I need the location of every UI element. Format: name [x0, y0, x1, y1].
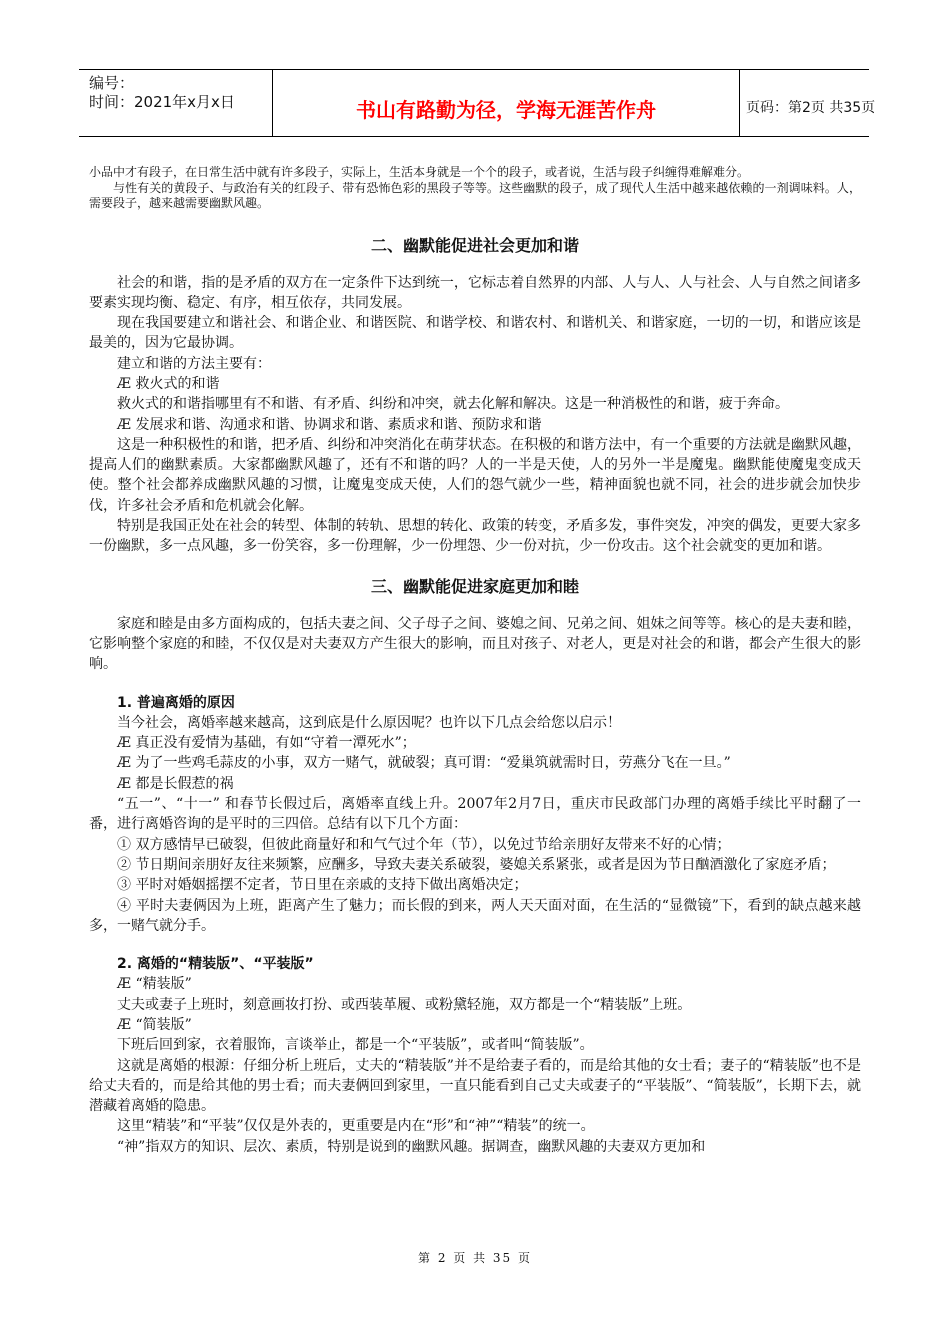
numbered-item: ① 双方感情早已破裂，但彼此商量好和和气气过个年（节），以免过节给亲朋好友带来不好的心情； [117, 836, 731, 853]
page-header [79, 69, 876, 137]
intro-paragraph: 与性有关的黄段子、与政治有关的红段子、带有恐怖色彩的黑段子等等。这些幽默的段子，成了现代人生活中越来越依赖的一剂调味料。人，需要段子，越来越需要幽默风趣。 [89, 180, 861, 210]
numbered-item: ③ 平时对婚姻摇摆不定者，节日里在亲戚的支持下做出离婚决定； [117, 877, 528, 894]
paragraph: 特别是我国正处在社会的转型、体制的转轨、思想的转化、政策的转变，矛盾多发，事件突发，冲突的偶发，更要大家多一份幽默，多一点风趣，多一份笑容，多一份理解，少一份埋怨、少一份对抗，少一份攻击。这个社会就变的更加和谐。 [89, 518, 861, 555]
bullet-item: Æ “简装版” [117, 1017, 192, 1033]
bullet-item: Æ 发展求和谐、沟通求和谐、协调求和谐、素质求和谐、预防求和谐 [117, 416, 542, 433]
bullet-item: Æ 都是长假惹的祸 [117, 775, 234, 792]
intro-paragraph: 小品中才有段子，在日常生活中就有许多段子，实际上，生活本身就是一个个的段子，或者说，生活与段子纠缠得难解难分。 [89, 165, 750, 179]
section-3-body [89, 614, 861, 1157]
section-2-body [89, 273, 861, 557]
intro-block [89, 165, 861, 212]
header-page-info: 页码：第2页 共35页 [746, 100, 876, 116]
bullet-item: Æ “精装版” [117, 976, 192, 993]
header-page-cell [740, 70, 876, 136]
subsection-title: 2. 离婚的“精装版”、“平装版” [117, 956, 314, 973]
header-motto-cell [273, 70, 740, 136]
bullet-item: Æ 救火式的和谐 [117, 375, 220, 392]
paragraph: 当今社会，离婚率越来越高，这到底是什么原因呢？也许以下几点会给您以启示！ [117, 714, 621, 731]
page-footer: 第 2 页 共 35 页 [418, 1251, 532, 1265]
bullet-item: Æ 真正没有爱情为基础，有如“守着一潭死水”； [117, 735, 416, 752]
numbered-item: ② 节日期间亲朋好友往来频繁，应酬多，导致夫妻关系破裂，婆媳关系紧张，或者是因为节日酗酒激化了家庭矛盾； [117, 856, 836, 873]
section-heading: 二、幽默能促进社会更加和谐 [370, 235, 579, 255]
paragraph: 社会的和谐，指的是矛盾的双方在一定条件下达到统一，它标志着自然界的内部、人与人、人与社会、人与自然之间诸多要素实现均衡、稳定、有序，相互依存，共同发展。 [89, 274, 861, 311]
header-meta-cell [79, 70, 273, 136]
paragraph: 这就是离婚的根源：仔细分析上班后，丈夫的“精装版”并不是给妻子看的，而是给其他的女士看；妻子的“精装版”也不是给丈夫看的，而是给其他的男士看；而夫妻俩回到家里，一直只能看到自己丈夫或妻子的“平装版”、“简装版”，长期下去，就潜藏着离婚的隐患。 [89, 1057, 861, 1115]
paragraph: “神”指双方的知识、层次、素质，特别是说到的幽默风趣。据调查，幽默风趣的夫妻双方更加和 [117, 1138, 706, 1155]
section-heading: 三、幽默能促进家庭更加和睦 [370, 576, 579, 596]
paragraph: 家庭和睦是由多方面构成的，包括夫妻之间、父子母子之间、婆媳之间、兄弟之间、姐妹之间等等。核心的是夫妻和睦，它影响整个家庭的和睦，不仅仅是对夫妻双方产生很大的影响，而且对孩子、对老人，更是对社会的和谐，都会产生很大的影响。 [89, 615, 861, 673]
document-time-label: 时间：2021年x月x日 [89, 93, 235, 111]
subsection-title: 1. 普遍离婚的原因 [117, 694, 235, 711]
paragraph: 建立和谐的方法主要有： [117, 355, 271, 372]
paragraph: 下班后回到家，衣着服饰，言谈举止，都是一个“平装版”，或者叫“简装版”。 [117, 1037, 594, 1054]
paragraph: 这里“精装”和“平装”仅仅是外表的，更重要是内在“形”和“神”“精装”的统一。 [117, 1118, 595, 1135]
document-body [89, 165, 861, 1157]
paragraph: “五一”、“十一” 和春节长假过后，离婚率直线上升。2007年2月7日，重庆市民政部门办理的离婚手续比平时翻了一番，进行离婚咨询的是平时的三四倍。总结有以下几个方面： [89, 796, 861, 833]
header-motto: 书山有路勤为径，学海无涯苦作舟 [356, 98, 656, 122]
paragraph: 现在我国要建立和谐社会、和谐企业、和谐医院、和谐学校、和谐农村、和谐机关、和谐家庭，一切的一切，和谐应该是最美的，因为它最协调。 [89, 315, 861, 352]
paragraph: 这是一种积极性的和谐，把矛盾、纠纷和冲突消化在萌芽状态。在积极的和谐方法中，有一个重要的方法就是幽默风趣，提高人们的幽默素质。大家都幽默风趣了，还有不和谐的吗？人的一半是天使，人的另外一半是魔鬼。幽默能使魔鬼变成天使。整个社会都养成幽默风趣的习惯，让魔鬼变成天使，人们的怨气就少一些，精神面貌也就不同，社会的进步就会加快步伐，许多社会矛盾和危机就会化解。 [89, 436, 861, 514]
paragraph: 丈夫或妻子上班时，刻意画妆打扮、或西装革履、或粉黛轻施，双方都是一个“精装版”上班。 [117, 996, 692, 1013]
document-number-label: 编号： [89, 74, 135, 92]
bullet-item: Æ 为了一些鸡毛蒜皮的小事，双方一赌气，就破裂；真可谓：“爱巢筑就需时日，劳燕分飞在一旦。” [117, 755, 731, 772]
paragraph: 救火式的和谐指哪里有不和谐、有矛盾、纠纷和冲突，就去化解和解决。这是一种消极性的和谐，疲于奔命。 [117, 396, 789, 413]
numbered-item: ④ 平时夫妻俩因为上班，距离产生了魅力；而长假的到来，两人天天面对面，在生活的“显微镜”下，看到的缺点越来越多，一赌气就分手。 [89, 897, 861, 934]
